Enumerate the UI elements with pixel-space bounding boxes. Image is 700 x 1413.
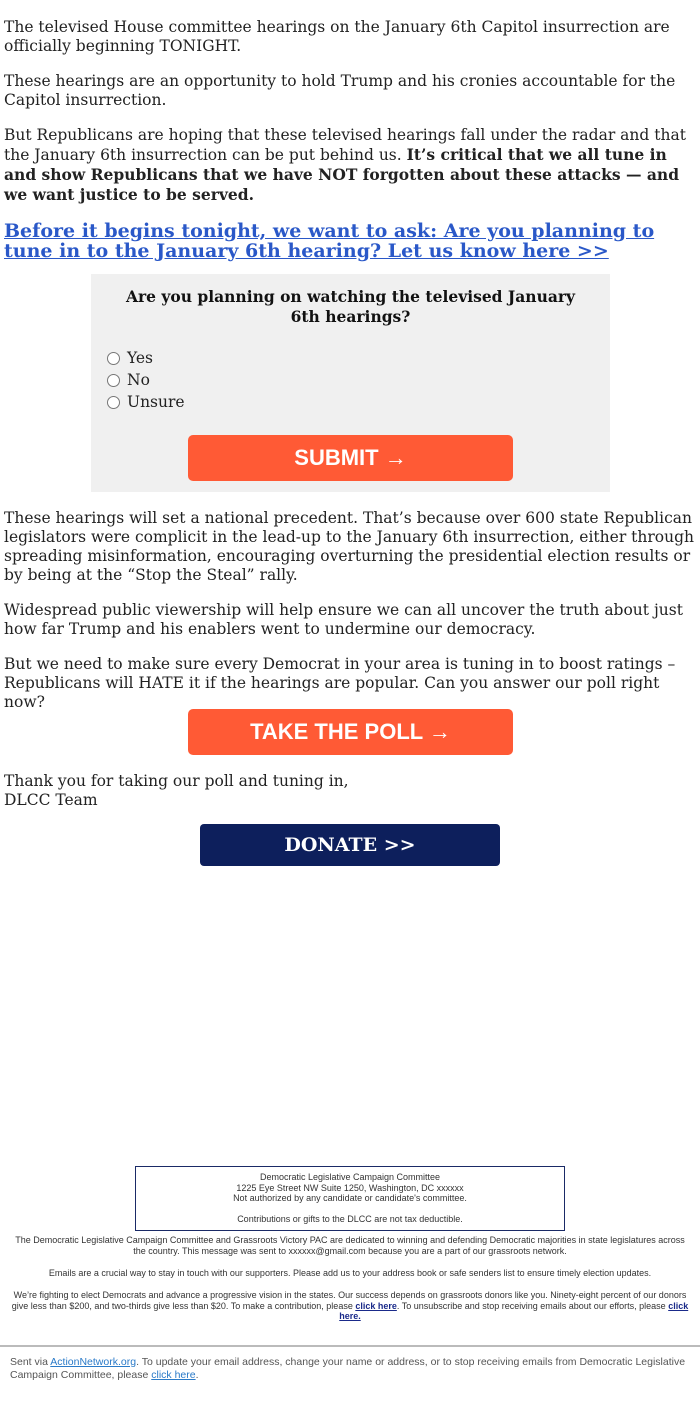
radio-yes[interactable] [107, 352, 120, 365]
email-body [4, 509, 696, 728]
poll-option-unsure[interactable] [107, 392, 185, 412]
signoff-line-1: Thank you for taking our poll and tuning in, [4, 772, 349, 790]
intro-paragraph-1: The televised House committee hearings on the January 6th Capitol insurrection are officially beginning TONIGHT. [4, 18, 670, 55]
intro-paragraph-3 [4, 126, 696, 205]
disclaimer-address: 1225 Eye Street NW Suite 1250, Washington, DC xxxxxx [236, 1182, 464, 1193]
body-paragraph-3: But we need to make sure every Democrat in your area is tuning in to boost ratings – Republicans will HATE it if the hearings are popular. Can you answer our poll right now? [4, 655, 676, 711]
poll-option-yes-label: Yes [127, 349, 154, 367]
disclaimer-not-authorized: Not authorized by any candidate or candidate's committee. [233, 1193, 467, 1203]
poll-option-no-label: No [127, 371, 150, 389]
footer-paragraph-2: Emails are a crucial way to stay in touch with our supporters. Please add us to your address book or safe senders list to ensure timely election updates. [48, 1268, 652, 1278]
radio-unsure[interactable] [107, 396, 120, 409]
footer-paragraph-1: The Democratic Legislative Campaign Committee and Grassroots Victory PAC are dedicated to winning and defending Democratic majorities in state legislatures across the country. This message was sent to xxxxxx@gmail.com because you are a part of our grassroots network. [15, 1235, 685, 1256]
footer-paragraph-3-text-a: We’re fighting to elect Democrats and advance a progressive vision in the states. Our success depends on grassroots donors like you. Ninety-eight percent of our donors give less than $200, and two-thirds give less than $20. To make a contribution, please [11, 1290, 687, 1311]
disclaimer-box [135, 1166, 565, 1231]
sent-via [10, 1356, 690, 1382]
signoff-line-2: DLCC Team [4, 791, 98, 809]
radio-no[interactable] [107, 374, 120, 387]
sent-via-middle: . To update your email address, change your name or address, or to stop receiving emails from Democratic Legislative Campaign Committee, please [10, 1356, 686, 1381]
update-preferences-link[interactable]: click here [151, 1369, 196, 1381]
sent-via-prefix: Sent via [10, 1356, 51, 1368]
disclaimer-tax: Contributions or gifts to the DLCC are not tax deductible. [237, 1213, 463, 1224]
sent-via-suffix: . [195, 1369, 199, 1381]
footer-paragraph-3-text-b: . To unsubscribe and stop receiving emails about our efforts, please [396, 1300, 669, 1311]
body-paragraph-2: Widespread public viewership will help ensure we can all uncover the truth about just how far Trump and his enablers went to undermine our democracy. [4, 601, 683, 638]
action-network-link[interactable]: ActionNetwork.org [50, 1356, 137, 1368]
email-intro [4, 18, 696, 275]
intro-paragraph-2: These hearings are an opportunity to hold Trump and his cronies accountable for the Capitol insurrection. [4, 72, 676, 109]
poll-option-no[interactable] [107, 370, 150, 390]
poll-box [91, 274, 610, 492]
intro-paragraph-3-bold: It’s critical that we all tune in and show Republicans that we have NOT forgotten about these attacks — and we want justice to be served. [4, 145, 680, 204]
poll-option-yes[interactable] [107, 348, 153, 368]
poll-headline-link[interactable]: Before it begins tonight, we want to ask: Are you planning to tune in to the January 6th hearing? Let us know here >> [4, 220, 655, 262]
donate-button[interactable]: DONATE >> [200, 824, 500, 866]
poll-option-unsure-label: Unsure [127, 393, 185, 411]
unsubscribe-link[interactable]: click here. [339, 1300, 689, 1321]
body-paragraph-1: These hearings will set a national precedent. That’s because over 600 state Republican legislators were complicit in the lead-up to the January 6th insurrection, either through spreading misinformation, encouraging overturning the presidential election results or by being at the “Stop the Steal” rally. [4, 509, 694, 584]
take-poll-button[interactable]: TAKE THE POLL → [188, 709, 513, 755]
disclaimer-org: Democratic Legislative Campaign Committee [259, 1172, 441, 1182]
footer-paragraph-3 [10, 1290, 690, 1322]
poll-question: Are you planning on watching the televised January 6th hearings? [125, 287, 576, 326]
intro-paragraph-3-text: But Republicans are hoping that these televised hearings fall under the radar and that the January 6th insurrection can be put behind us. [4, 126, 686, 164]
signoff [4, 772, 349, 810]
contribute-link[interactable]: click here [355, 1300, 397, 1311]
submit-button[interactable]: SUBMIT → [188, 435, 513, 481]
footer-divider [0, 1345, 700, 1347]
